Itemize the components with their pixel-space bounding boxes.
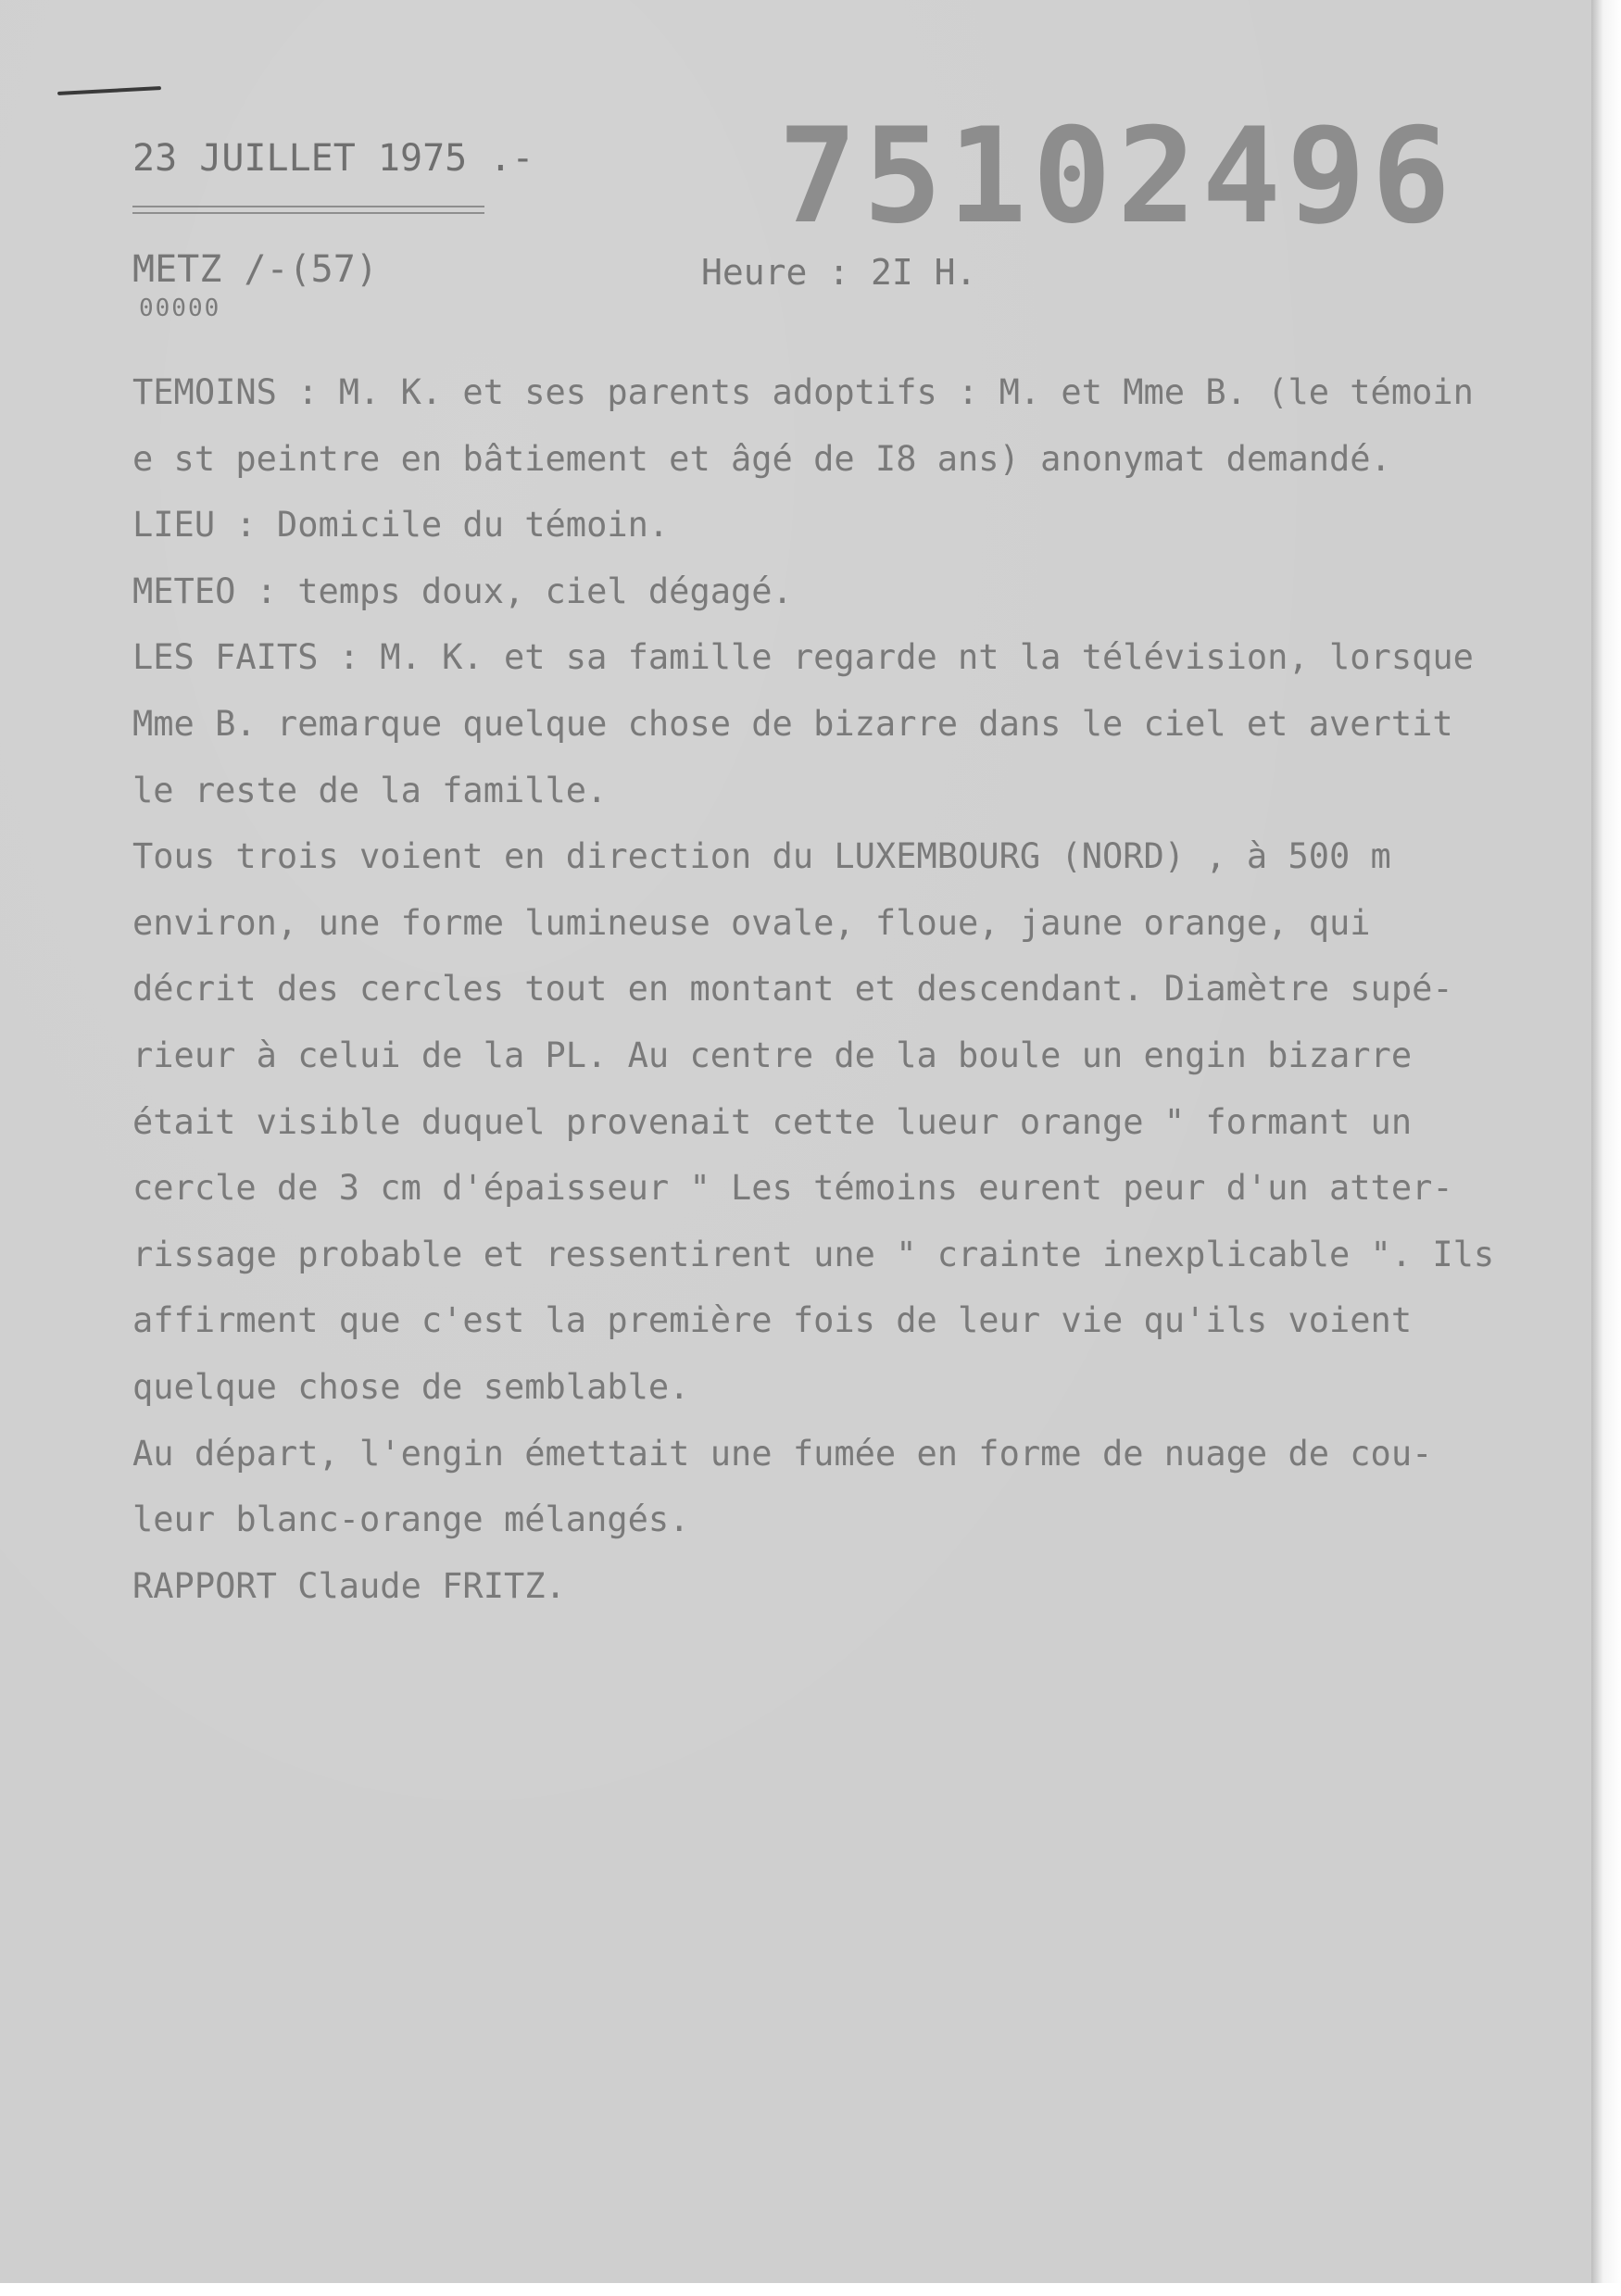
report-hour: Heure : 2I H. <box>701 252 977 293</box>
body-line: Tous trois voient en direction du LUXEMBOURG (NORD) , à 500 m <box>132 836 1391 877</box>
body-line: leur blanc-orange mélangés. <box>132 1499 690 1540</box>
report-place: METZ /-(57) <box>132 248 378 291</box>
date-underline <box>132 206 484 207</box>
body-line: quelque chose de semblable. <box>132 1366 690 1407</box>
body-line: e st peintre en bâtiement et âgé de I8 ans) anonymat demandé. <box>132 438 1391 479</box>
body-line: était visible duquel provenait cette lueur orange " formant un <box>132 1101 1413 1142</box>
body-line: Au départ, l'engin émettait une fumée en forme de nuage de cou- <box>132 1433 1433 1474</box>
body-line: environ, une forme lumineuse ovale, floue, jaune orange, qui <box>132 902 1371 943</box>
body-line: décrit des cercles tout en montant et descendant. Diamètre supé- <box>132 969 1453 1010</box>
page-right-edge <box>1591 0 1621 2296</box>
body-line: TEMOINS : M. K. et ses parents adoptifs : M. et Mme B. (le témoin <box>132 372 1474 412</box>
body-line: rissage probable et ressentirent une " crainte inexplicable ". Ils <box>132 1234 1495 1274</box>
body-line: LIEU : Domicile du témoin. <box>132 505 670 546</box>
body-line: LES FAITS : M. K. et sa famille regarde nt la télévision, lorsque <box>132 637 1474 678</box>
body-line: le reste de la famille. <box>132 770 608 810</box>
body-line: affirment que c'est la première fois de leur vie qu'ils voient <box>132 1300 1413 1341</box>
body-line: RAPPORT Claude FRITZ. <box>132 1565 566 1606</box>
pen-mark <box>57 86 161 95</box>
body-line: cercle de 3 cm d'épaisseur " Les témoins eurent peur d'un atter- <box>132 1168 1453 1209</box>
page-bottom-edge <box>0 2283 1621 2296</box>
body-line: METEO : temps doux, ciel dégagé. <box>132 571 793 611</box>
case-number-stamp: 75102496 <box>778 100 1456 253</box>
body-line: rieur à celui de la PL. Au centre de la boule un engin bizarre <box>132 1035 1413 1075</box>
report-date: 23 JUILLET 1975 .- <box>132 137 534 180</box>
report-body <box>132 359 1577 1619</box>
date-underline-second <box>132 212 484 214</box>
body-line: Mme B. remarque quelque chose de bizarre dans le ciel et avertit <box>132 703 1453 744</box>
place-dots: 00000 <box>139 295 221 322</box>
